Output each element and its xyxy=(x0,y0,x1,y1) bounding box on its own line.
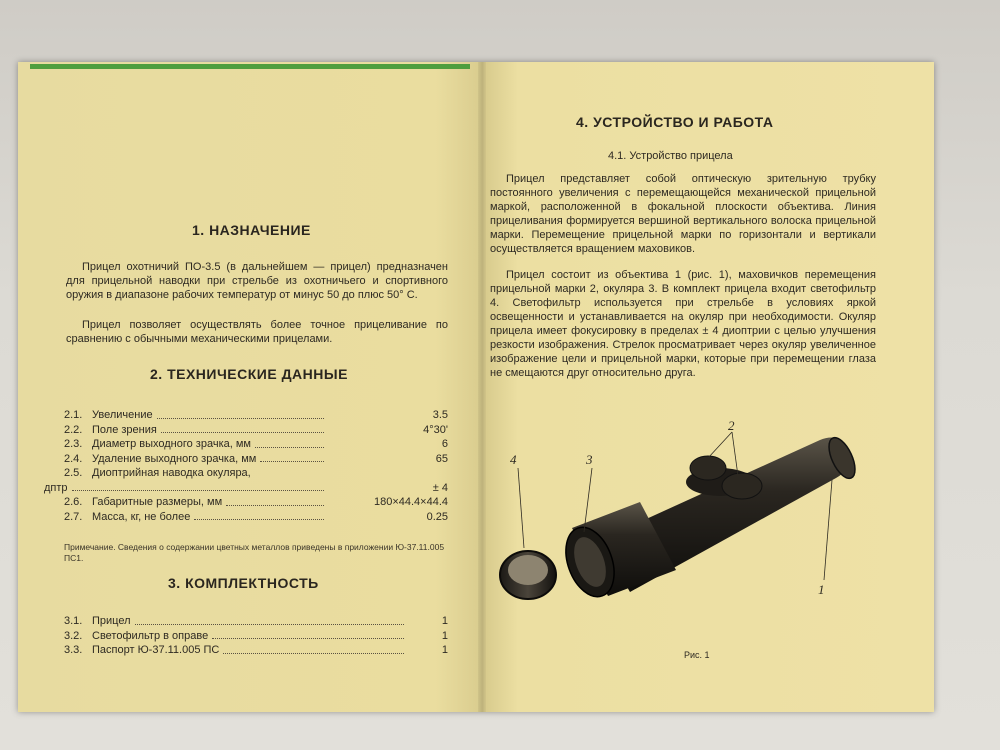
spec-row: 2.4. Удаление выходного зрачка, мм 65 xyxy=(64,452,448,465)
figure-label-1: 1 xyxy=(818,582,825,597)
riflescope-figure xyxy=(480,420,880,640)
figure-label-3: 3 xyxy=(586,452,593,467)
spec-row: дптр ± 4 xyxy=(44,481,448,494)
section-2-title: 2. ТЕХНИЧЕСКИЕ ДАННЫЕ xyxy=(150,366,348,382)
section-4-paragraph-2: Прицел состоит из объектива 1 (рис. 1), маховичков перемещения прицельной марки 2, окуляра 3. В комплект прицела входит светофильтр 4. Светофильтр используется при стрельбе в условиях яркой освещенности и устанавливается на окуляр при необходимости. Окуляр прицела имеет фокусировку в пределах ± 4 диоптрии с целью улучшения резкости изображения. Стрелок просматривает через окуляр увеличенное изображение цели и прицельной марки, которые при перемещении глаза не смещаются друг относительно друга. xyxy=(490,269,876,379)
kit-list xyxy=(64,614,448,658)
kit-row: 3.1. Прицел 1 xyxy=(64,615,448,627)
spec-row: 2.2. Поле зрения 4°30' xyxy=(64,423,448,436)
windage-knob-icon xyxy=(690,456,726,480)
spec-row: 2.1. Увеличение 3.5 xyxy=(64,409,448,421)
spec-row: 2.7. Масса, кг, не более 0.25 xyxy=(64,510,448,523)
spec-row: 2.6. Габаритные размеры, мм 180×44.4×44.4 xyxy=(64,496,448,508)
spec-row: 2.3. Диаметр выходного зрачка, мм 6 xyxy=(64,438,448,450)
kit-row: 3.3. Паспорт Ю-37.11.005 ПС 1 xyxy=(64,644,448,656)
section-3-title: 3. КОМПЛЕКТНОСТЬ xyxy=(168,575,319,591)
section-1-paragraph-2: Прицел позволяет осуществлять более точное прицеливание по сравнению с обычными механическими прицелами. xyxy=(66,319,448,345)
kit-row: 3.2. Светофильтр в оправе 1 xyxy=(64,629,448,642)
elevation-knob-icon xyxy=(722,473,762,499)
figure-label-4: 4 xyxy=(510,452,517,467)
spec-row: 2.5. Диоптрийная наводка окуляра, xyxy=(64,467,251,479)
figure-caption: Рис. 1 xyxy=(684,650,710,660)
green-cover-edge xyxy=(30,64,470,69)
section-4-1-subtitle: 4.1. Устройство прицела xyxy=(608,150,733,162)
tech-data-list xyxy=(44,408,448,524)
metals-note: Примечание. Сведения о содержании цветных металлов приведены в приложении Ю-37.11.005 ПС1. xyxy=(64,542,445,563)
figure-label-2: 2 xyxy=(728,420,735,433)
filter-glass-icon xyxy=(508,555,548,585)
section-4-paragraph-1: Прицел представляет собой оптическую зрительную трубку постоянного увеличения с перемещающейся механической прицельной маркой, расположенной в фокальной плоскости объектива. Линия прицеливания формируется вершиной вертикального волоска прицельной марки. Перемещение прицельной марки по горизонтали и вертикали осуществляется вращением маховиков. xyxy=(490,173,876,255)
section-4-title: 4. УСТРОЙСТВО И РАБОТА xyxy=(576,114,774,130)
section-1-title: 1. НАЗНАЧЕНИЕ xyxy=(192,222,311,238)
section-1-paragraph-1: Прицел охотничий ПО-3.5 (в дальнейшем — прицел) предназначен для прицельной наводки при стрельбе из охотничьего и спортивного оружия в диапазоне рабочих температур от минус 50 до плюс 50° С. xyxy=(66,261,448,301)
